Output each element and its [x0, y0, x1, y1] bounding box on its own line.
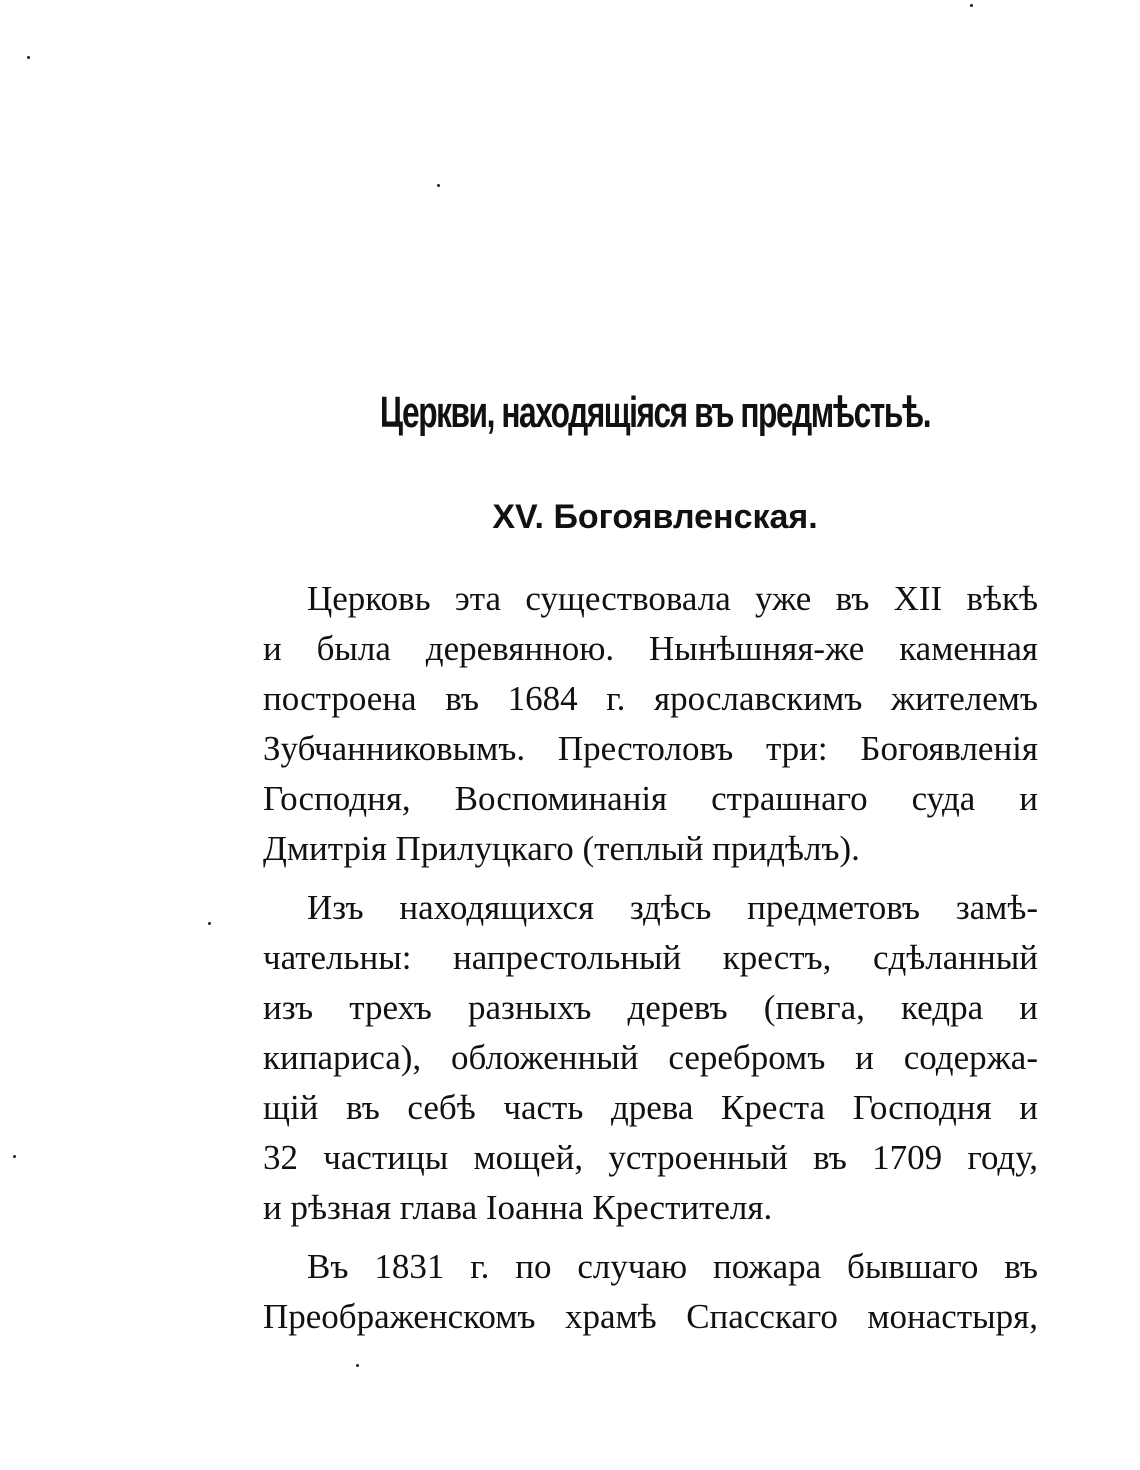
text-line: Зубчанниковымъ. Престоловъ три: Богоявленія [263, 729, 1038, 768]
text-line: Церковь эта существовала уже въ XII вѣкѣ [307, 579, 1038, 618]
text-line: Дмитрія Прилуцкаго (теплый придѣлъ). [263, 829, 860, 868]
body-text [263, 574, 1038, 1351]
text-line: 32 частицы мощей, устроенный въ 1709 году, [263, 1138, 1038, 1177]
text-line: Господня, Воспоминанія страшнаго суда и [263, 779, 1038, 818]
text-line: и была деревянною. Нынѣшняя-же каменная [263, 629, 1038, 668]
church-title: XV. Богоявленская. [492, 498, 818, 536]
paragraph [263, 883, 1038, 1233]
text-line: и рѣзная глава Іоанна Крестителя. [263, 1188, 773, 1227]
text-line: построена въ 1684 г. ярославскимъ жителемъ [263, 679, 1038, 718]
scan-speck [27, 56, 30, 59]
text-line: кипариса), обложенный серебромъ и содержа- [263, 1038, 1038, 1077]
scan-speck [13, 1155, 16, 1158]
scan-speck [437, 184, 440, 187]
scan-speck [356, 1364, 359, 1367]
paragraph [263, 574, 1038, 874]
paragraph [263, 1242, 1038, 1342]
text-line: изъ трехъ разныхъ деревъ (певга, кедра и [263, 988, 1038, 1027]
text-line: Преображенскомъ храмѣ Спасскаго монастыря, [263, 1297, 1038, 1336]
text-line: щій въ себѣ часть древа Креста Господня и [263, 1088, 1038, 1127]
scan-speck [208, 922, 211, 925]
scan-speck [970, 4, 973, 7]
text-line: Изъ находящихся здѣсь предметовъ замѣ- [307, 888, 1038, 927]
section-heading: Церкви, находящіяся въ предмѣстьѣ. [379, 388, 931, 437]
text-line: Въ 1831 г. по случаю пожара бывшаго въ [307, 1247, 1038, 1286]
text-line: чательны: напрестольный крестъ, сдѣланный [263, 938, 1038, 977]
